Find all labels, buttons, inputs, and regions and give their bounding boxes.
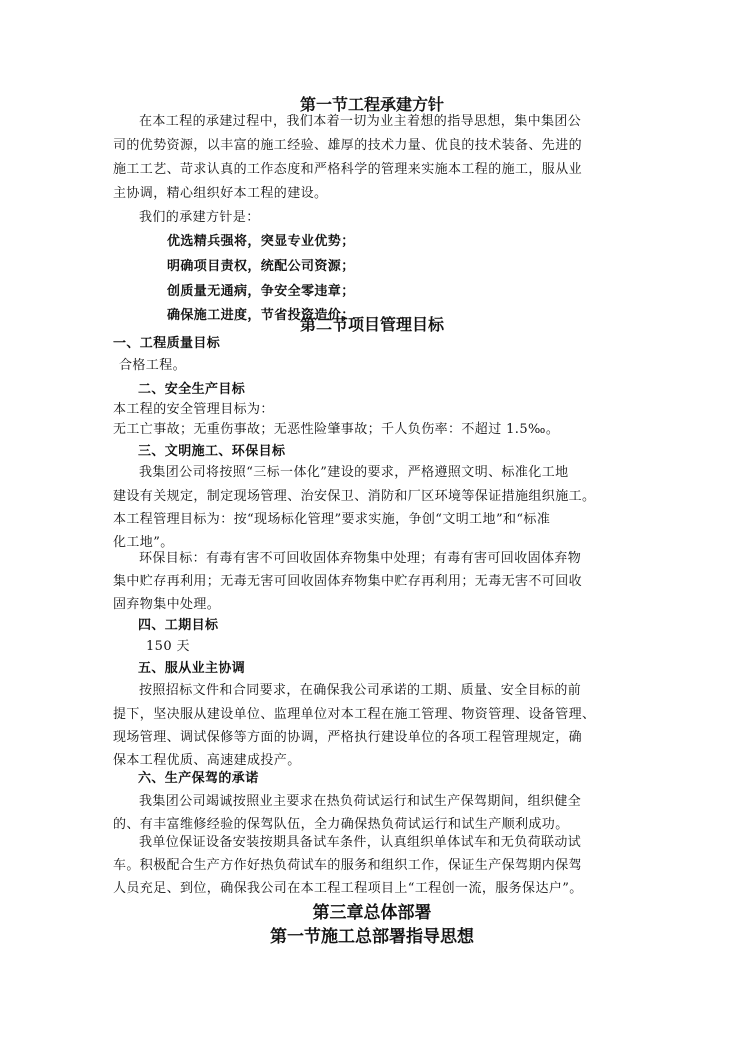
- section2-title: 第二节项目管理目标: [299, 315, 444, 334]
- quality-heading: 一、工程质量目标: [113, 336, 221, 351]
- coordination-line: 提下，坚决服从建设单位、监理单位对本工程在施工管理、物资管理、设备管理、: [113, 707, 596, 722]
- safety-line: 无工亡事故；无重伤事故；无恶性险肇事故；千人负伤率：不超过 1.5‰。: [113, 422, 560, 437]
- safety-heading: 二、安全生产目标: [138, 382, 246, 397]
- civil-para2-line: 固弃物集中处理。: [113, 597, 221, 612]
- policy-item: 确保施工进度，节省投资造价；: [167, 308, 355, 323]
- quality-text: 合格工程。: [119, 358, 187, 373]
- civil-para1-line: 本工程管理目标为：按“现场标化管理”要求实施，争创“文明工地”和“标准: [113, 512, 551, 527]
- coordination-line: 按照招标文件和合同要求，在确保我公司承诺的工期、质量、安全目标的前: [139, 683, 582, 698]
- coordination-line: 保本工程优质、高速建成投产。: [113, 753, 301, 768]
- promise-para2-line: 人员充足、到位，确保我公司在本工程工程项目上“工程创一流，服务保达户”。: [113, 881, 583, 896]
- promise-para2-line: 我单位保证设备安装按期具备试车条件，认真组织单体试车和无负荷联动试: [139, 835, 582, 850]
- safety-line: 本工程的安全管理目标为：: [113, 402, 274, 417]
- chapter3-title: 第三章总体部署: [312, 903, 432, 923]
- section1-intro-line: 主协调，精心组织好本工程的建设。: [113, 186, 328, 201]
- section1-intro-line: 施工工艺、苛求认真的工作态度和严格科学的管理来实施本工程的施工，服从业: [113, 162, 583, 177]
- promise-para1-line: 我集团公司竭诚按照业主要求在热负荷试运行和试生产保驾期间，组织健全: [139, 794, 582, 809]
- section1-intro-line: 司的优势资源，以丰富的施工经验、雄厚的技术力量、优良的技术装备、先进的: [113, 138, 583, 153]
- coordination-heading: 五、服从业主协调: [138, 661, 246, 676]
- policy-item: 明确项目责权，统配公司资源；: [167, 259, 355, 274]
- policy-item: 创质量无通病，争安全零违章；: [167, 284, 355, 299]
- civil-para1-line: 我集团公司将按照“三标一体化”建设的要求，严格遵照文明、标准化工地: [139, 465, 569, 480]
- promise-para1-line: 的、有丰富维修经验的保驾队伍，全力确保热负荷试运行和试生产顺利成功。: [113, 817, 569, 832]
- chapter3-subtitle: 第一节施工总部署指导思想: [270, 927, 474, 947]
- schedule-heading: 四、工期目标: [138, 618, 219, 633]
- promise-heading: 六、生产保驾的承诺: [138, 771, 259, 786]
- civil-para2-line: 集中贮存再利用；无毒无害可回收固体弃物集中贮存再利用；无毒无害不可回收: [113, 574, 583, 589]
- promise-para2-line: 车。积极配合生产方作好热负荷试车的服务和组织工作，保证生产保驾期内保驾: [113, 858, 583, 873]
- section1-intro-line: 在本工程的承建过程中，我们本着一切为业主着想的指导思想，集中集团公: [139, 114, 582, 129]
- policy-lead: 我们的承建方针是：: [139, 210, 260, 225]
- civil-para1-line: 化工地”。: [113, 535, 174, 550]
- section1-title: 第一节工程承建方针: [299, 95, 444, 114]
- schedule-text: 150 天: [146, 639, 190, 654]
- policy-item: 优选精兵强将，突显专业优势；: [167, 234, 355, 249]
- civil-para1-line: 建设有关规定，制定现场管理、治安保卫、消防和厂区环境等保证措施组织施工。: [113, 489, 596, 504]
- civil-para2-line: 环保目标：有毒有害不可回收固体弃物集中处理；有毒有害可回收固体弃物: [139, 551, 582, 566]
- civil-heading: 三、文明施工、环保目标: [138, 444, 286, 459]
- coordination-line: 现场管理、调试保修等方面的协调，严格执行建设单位的各项工程管理规定，确: [113, 730, 583, 745]
